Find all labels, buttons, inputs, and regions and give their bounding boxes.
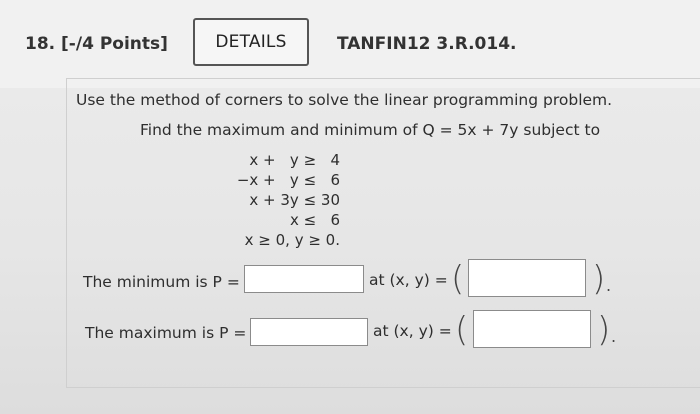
max-point-input[interactable] [473,310,591,348]
constraint-4: x ≤ 6 [289,211,340,229]
problem-code: TANFIN12 3.R.014. [337,34,517,54]
min-left-paren: ( [451,259,465,299]
constraint-nonneg: x ≥ 0, y ≥ 0. [244,231,340,249]
min-point-input[interactable] [468,259,586,297]
objective-text: Find the maximum and minimum of Q = 5x + 7y subject to [140,121,601,139]
min-label: The minimum is P = [83,273,240,291]
constraint-3: x + 3y ≤ 30 [249,191,340,209]
constraint-list [180,150,340,250]
max-label: The maximum is P = [85,324,247,342]
question-number: 18. [-/4 Points] [25,34,168,54]
instruction-text: Use the method of corners to solve the linear programming problem. [76,91,613,109]
max-at-label: at (x, y) = [373,322,452,340]
min-period: . [606,276,612,295]
min-at-label: at (x, y) = [369,271,448,289]
max-left-paren: ( [455,310,469,350]
max-period: . [611,327,617,346]
max-value-input[interactable] [250,318,368,346]
question-header [0,0,700,88]
constraint-2: −x + y ≤ 6 [236,171,340,189]
details-button[interactable]: DETAILS [193,18,309,66]
max-right-paren: ) [597,310,611,350]
constraint-1: x + y ≥ 4 [249,151,340,169]
min-right-paren: ) [592,259,606,299]
min-value-input[interactable] [244,265,364,293]
